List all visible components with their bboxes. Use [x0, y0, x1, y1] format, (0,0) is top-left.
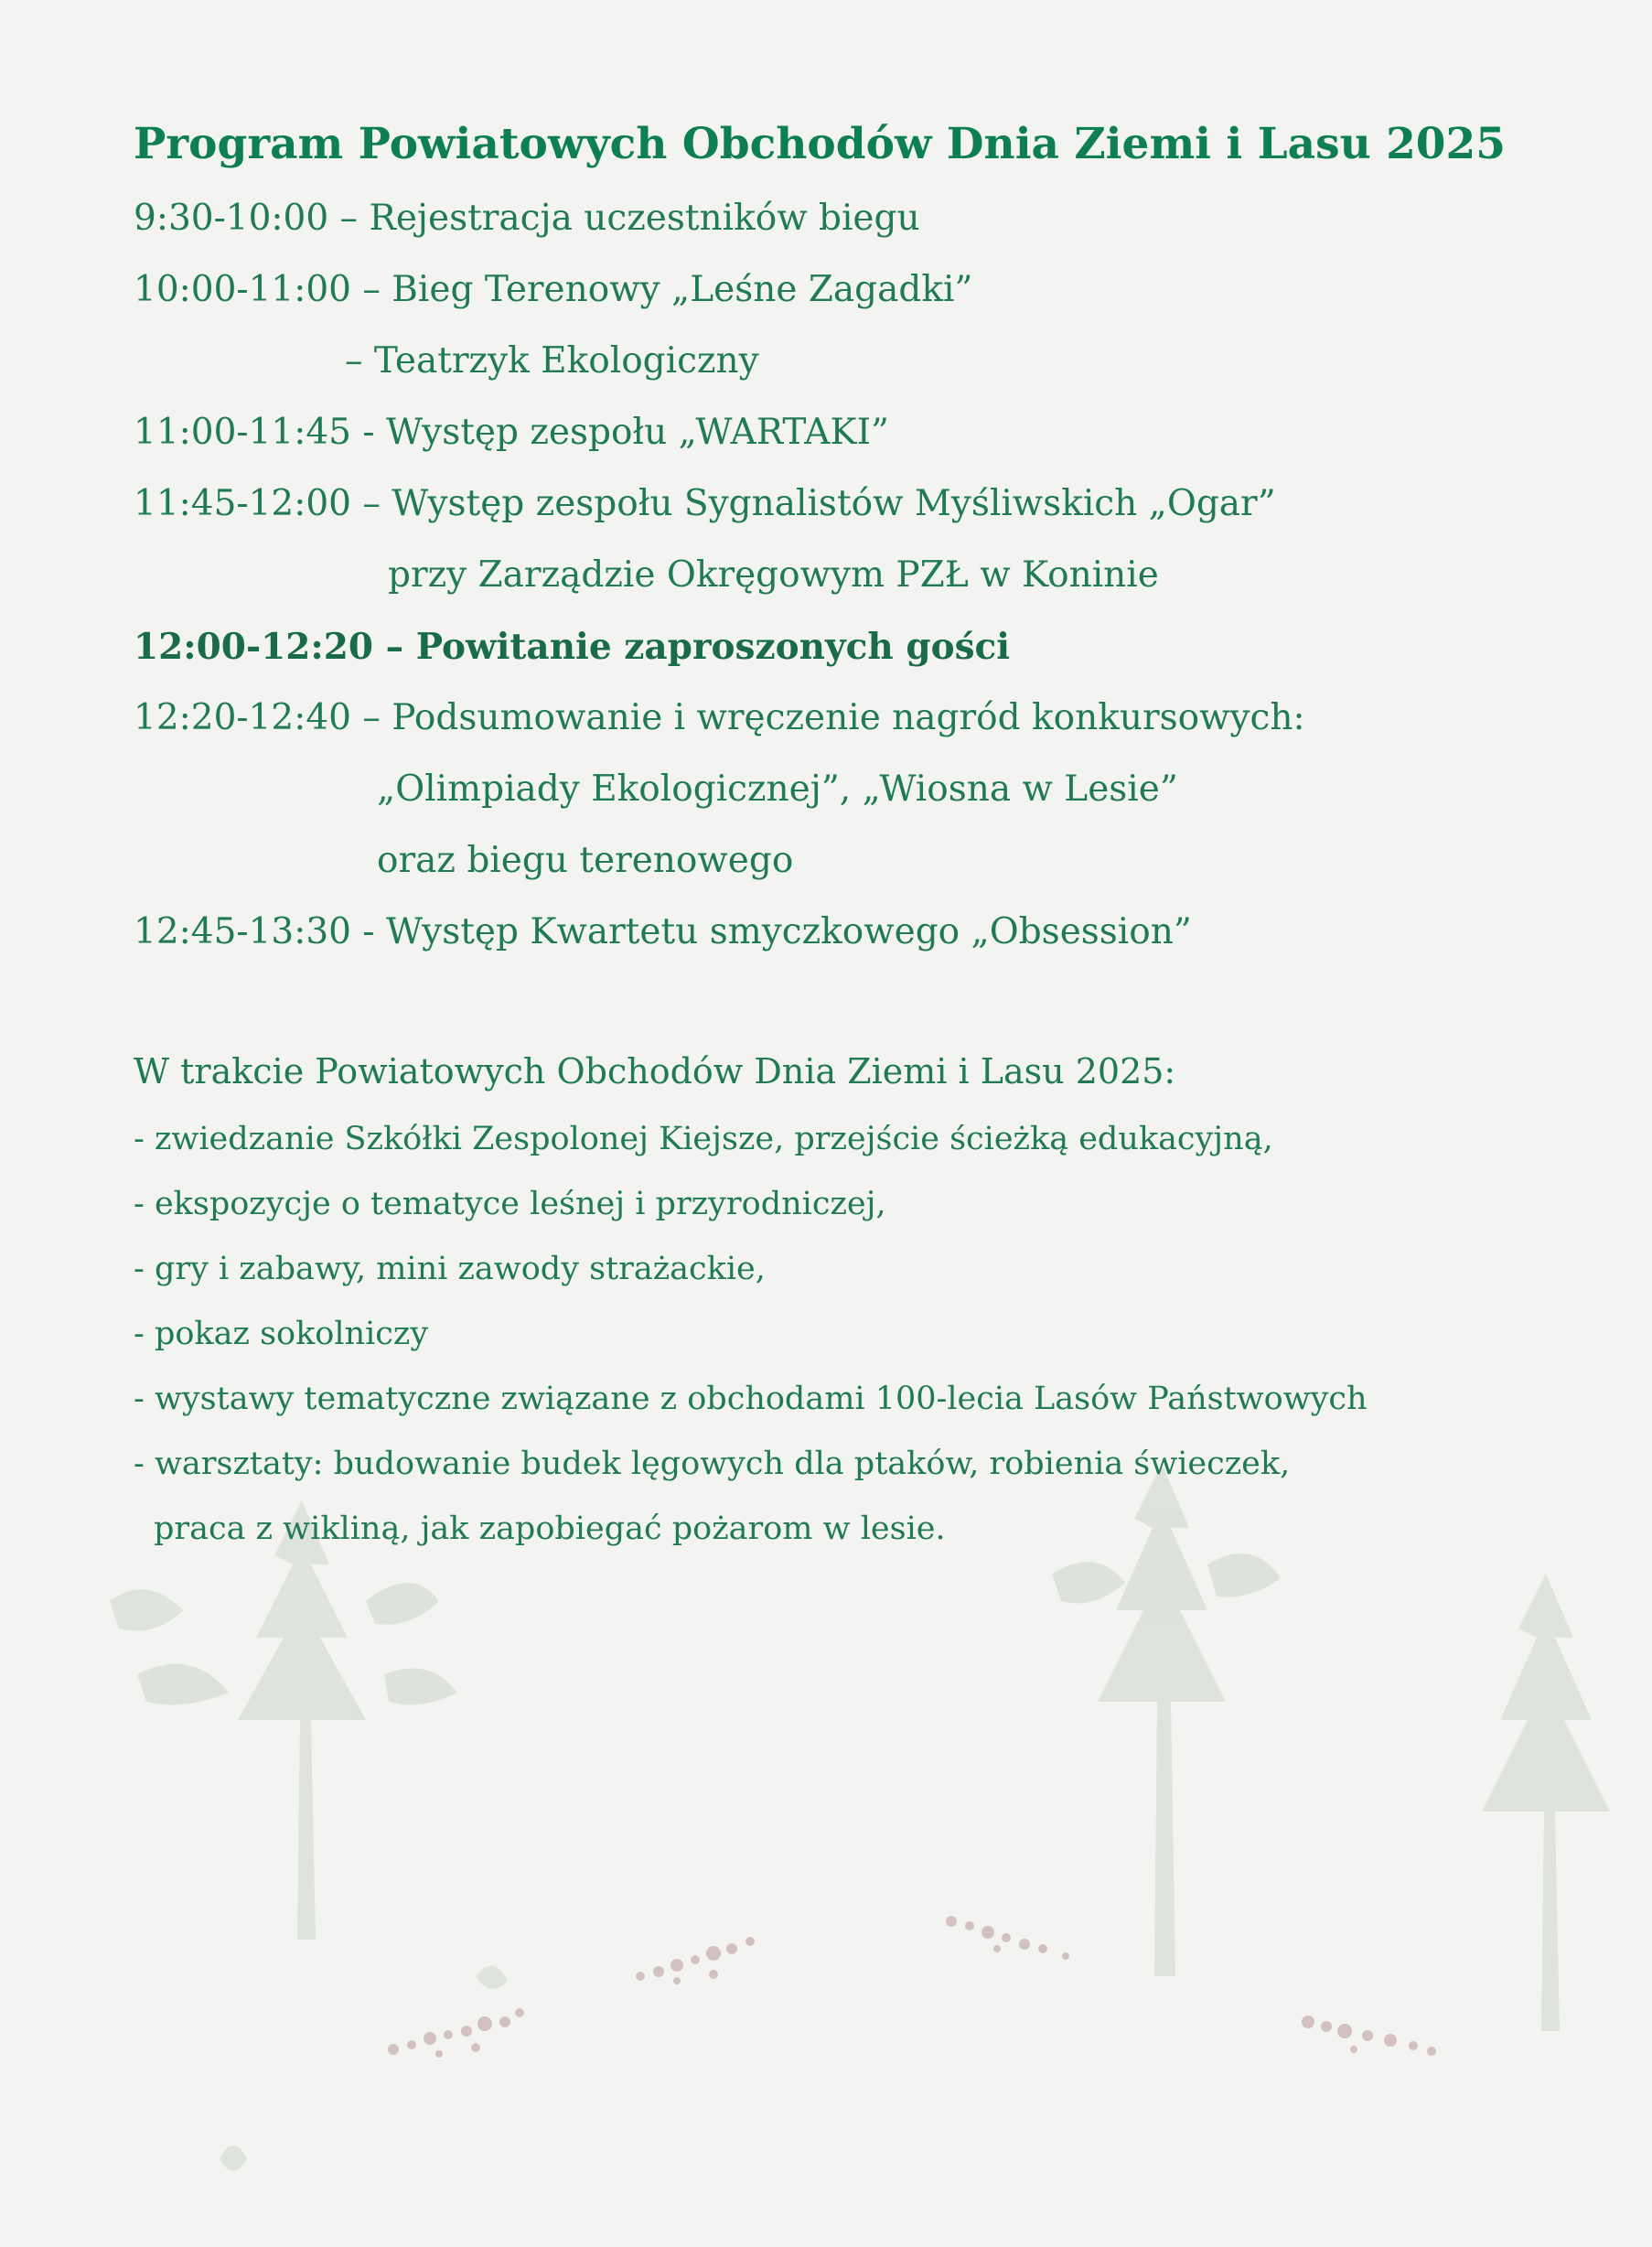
- schedule-text: Występ zespołu Sygnalistów Myśliwskich „Ogar”: [392, 483, 1276, 524]
- schedule-text: Występ Kwartetu smyczkowego „Obsession”: [385, 911, 1192, 952]
- schedule-row-continuation: [134, 540, 1597, 611]
- section-spacer: [134, 968, 1597, 1036]
- schedule-text: Rejestracja uczestników biegu: [369, 198, 920, 239]
- schedule-separator: –: [350, 269, 392, 310]
- schedule-text: Występ zespołu „WARTAKI”: [385, 412, 889, 453]
- schedule-row: [134, 897, 1597, 968]
- schedule-time: 10:00-11:00: [134, 269, 351, 310]
- schedule-row-continuation: [134, 326, 1597, 397]
- activities-heading: W trakcie Powiatowych Obchodów Dnia Ziemi i Lasu 2025:: [134, 1051, 1176, 1091]
- list-item: - warsztaty: budowanie budek lęgowych dla ptaków, robienia świeczek,: [134, 1446, 1291, 1482]
- schedule-row: [134, 254, 1597, 326]
- schedule-time: 12:45-13:30: [134, 911, 351, 952]
- schedule-row: [134, 183, 1597, 254]
- list-item: - ekspozycje o tematyce leśnej i przyrodniczej,: [134, 1186, 886, 1222]
- schedule-separator: –: [350, 697, 392, 738]
- schedule-time: 11:45-12:00: [134, 483, 351, 524]
- document-content: [134, 108, 1597, 1562]
- schedule-row-highlighted: [134, 611, 1597, 683]
- schedule-time: 11:00-11:45: [134, 412, 351, 453]
- list-item: - pokaz sokolniczy: [134, 1316, 429, 1352]
- schedule-text: przy Zarządzie Okręgowym PZŁ w Koninie: [388, 554, 1159, 596]
- schedule-text: Powitanie zaproszonych gości: [415, 626, 1011, 668]
- schedule-separator: -: [350, 911, 386, 952]
- document-title: Program Powiatowych Obchodów Dnia Ziemi i Lasu 2025: [134, 119, 1506, 169]
- schedule-text: oraz biegu terenowego: [377, 840, 794, 881]
- schedule-time: 12:00-12:20: [134, 626, 374, 668]
- list-item-continuation: praca z wikliną, jak zapobiegać pożarom w lesie.: [154, 1511, 946, 1547]
- schedule-text: Podsumowanie i wręczenie nagród konkursowych:: [392, 697, 1305, 738]
- schedule-row: [134, 397, 1597, 468]
- list-item: - wystawy tematyczne związane z obchodami 100-lecia Lasów Państwowych: [134, 1381, 1368, 1417]
- schedule-text: „Olimpiady Ekologicznej”, „Wiosna w Lesie”: [377, 769, 1178, 810]
- schedule-time: 9:30-10:00: [134, 198, 329, 239]
- schedule-time: 12:20-12:40: [134, 697, 351, 738]
- list-item: - zwiedzanie Szkółki Zespolonej Kiejsze, przejście ścieżką edukacyjną,: [134, 1121, 1273, 1157]
- schedule-separator: –: [328, 198, 370, 239]
- activities-list: [134, 1107, 1597, 1562]
- schedule-row: [134, 683, 1597, 754]
- forest-background-illustration: [0, 1464, 1652, 2247]
- schedule-separator: –: [350, 483, 392, 524]
- schedule-row-continuation: [134, 754, 1597, 825]
- schedule-row-continuation: [134, 825, 1597, 897]
- schedule-separator: -: [350, 412, 386, 453]
- schedule-row: [134, 468, 1597, 540]
- schedule-list: [134, 183, 1597, 968]
- schedule-text: Bieg Terenowy „Leśne Zagadki”: [392, 269, 973, 310]
- list-item: - gry i zabawy, mini zawody strażackie,: [134, 1251, 766, 1287]
- schedule-text: – Teatrzyk Ekologiczny: [345, 340, 759, 382]
- schedule-separator: –: [373, 626, 416, 668]
